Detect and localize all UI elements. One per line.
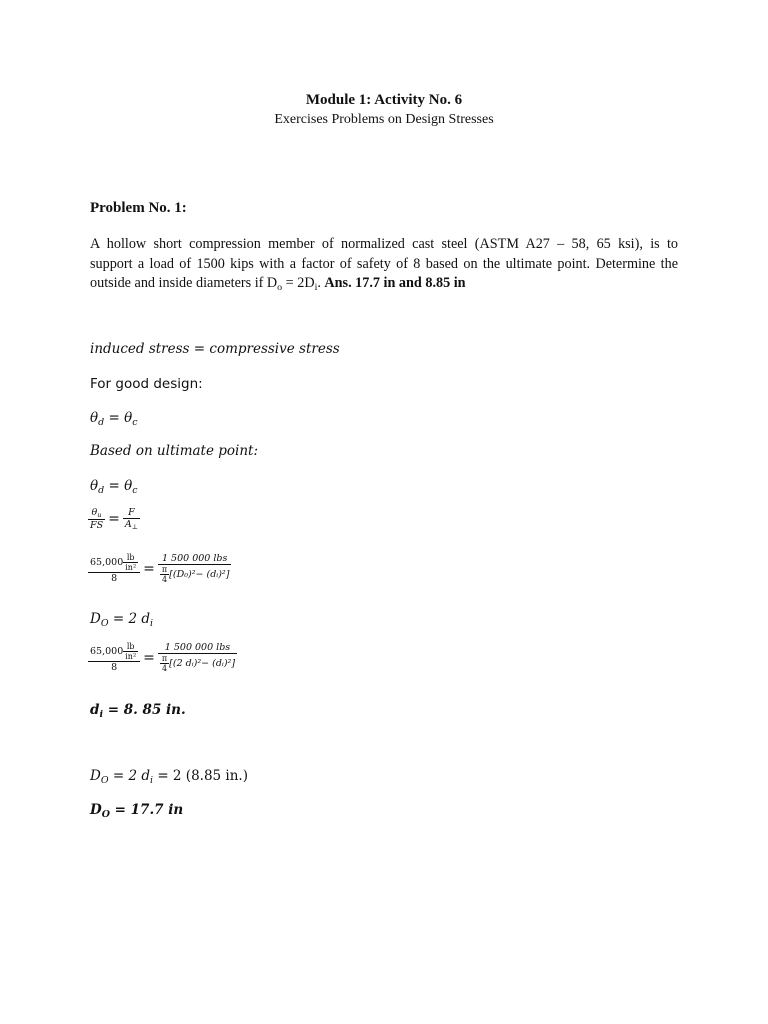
answer-text: Ans. 17.7 in and 8.85 in [324, 275, 466, 291]
document-title: Module 1: Activity No. 6 [305, 92, 463, 108]
allowable-stress-fraction-2: 65,000 $\frac{lb}{\text{in²}}$ 8 [88, 642, 140, 673]
problem-statement [90, 235, 678, 297]
statement-line-1: A hollow short compression member of normalized cast steel (ASTM A27 – 58, 65 ksi), is to [90, 236, 678, 252]
load-over-area-fraction: 1 500 000 lbs $\frac{\pi}{4}$ [(D₀)²− (dᵢ)²] [158, 553, 232, 584]
ultimate-over-fs-fraction: $\frac{\theta_u}{FS}$ [90, 507, 104, 531]
diameter-equation-2: 65,000 $\frac{lb}{\text{in²}}$ 8 = 1 500 000 lbs $\frac{\pi}{4}$ [(2 dᵢ)²− (dᵢ)²] [90, 642, 236, 673]
load-over-area-fraction-2: 1 500 000 lbs $\frac{\pi}{4}$ [(2 dᵢ)²− (dᵢ)²] [158, 642, 237, 673]
inside-diameter-result: $d_i = 8$. 85 in. [90, 702, 186, 720]
problem-heading: Problem No. 1: [90, 200, 187, 216]
document-subtitle: Exercises Problems on Design Stresses [274, 112, 494, 127]
force-over-area-fraction: $\frac{F}{A_\perp}$ [124, 507, 138, 531]
good-design-label: For good design: [90, 376, 203, 392]
based-on-label: Based on ultimate point: [90, 443, 258, 459]
statement-line-3: outside and inside diameters if $D_o = 2D_i$. Ans. 17.7 in and 8.85 in [90, 275, 466, 293]
theta-equation-1: $\theta_d = \theta_c$ [90, 410, 138, 428]
theta-equation-2: $\theta_d = \theta_c$ [90, 478, 138, 496]
allowable-stress-fraction: 65,000 $\frac{lb}{\text{in²}}$ 8 [88, 553, 140, 584]
diameter-equation-1: 65,000 $\frac{lb}{\text{in²}}$ 8 = 1 500 000 lbs $\frac{\pi}{4}$ [(D₀)²− (dᵢ)²] [90, 553, 230, 584]
outside-diameter-result: $D_O = 17.7$ in [90, 802, 184, 820]
stress-ratio-equation: $\frac{\theta_u}{FS}$ = $\frac{F}{A_\perp}$ [90, 507, 138, 531]
outside-diameter-calculation: $D_O = 2$ $d_i = 2$ (8.85 in.) [90, 768, 248, 786]
diameter-relation: $D_O = 2$ $d_i$ [90, 611, 154, 629]
statement-line-2: support a load of 1500 kips with a factor of safety of 8 based on the ultimate point. Determine the [90, 255, 678, 272]
induced-stress-equation: induced stress = compressive stress [90, 341, 340, 357]
